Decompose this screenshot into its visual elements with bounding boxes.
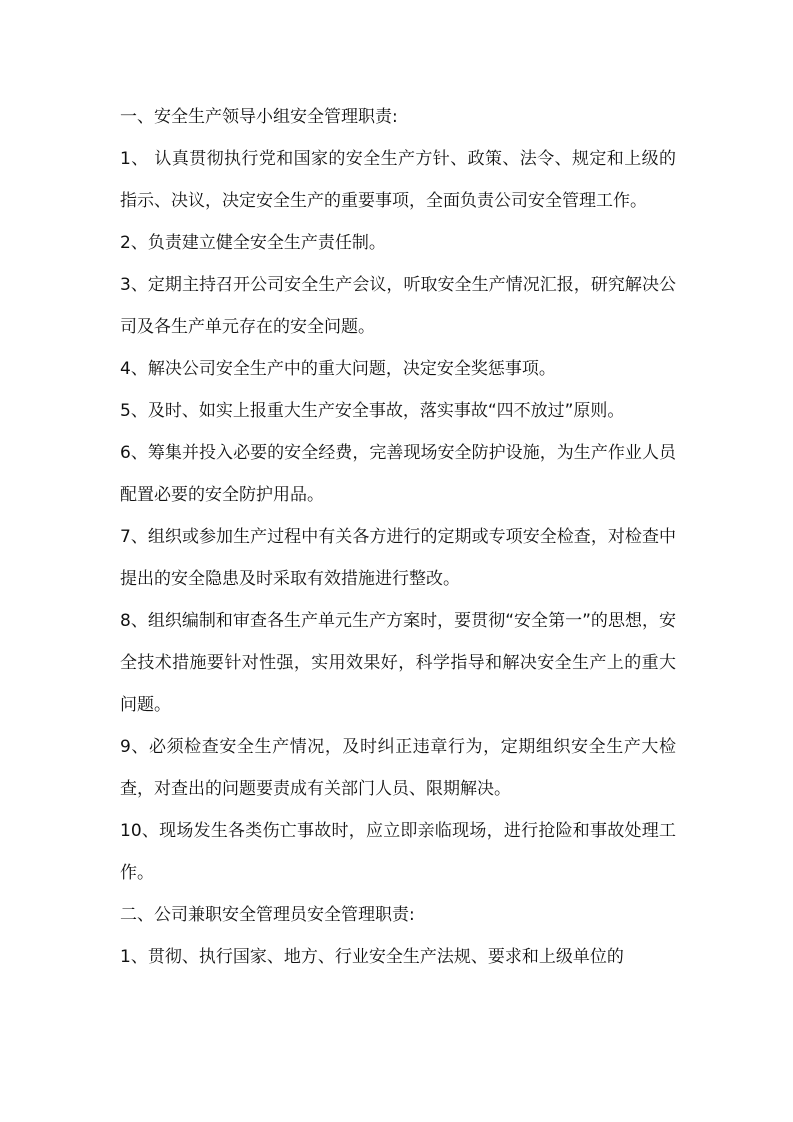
paragraph-item-8: 8、组织编制和审查各生产单元生产方案时，要贯彻“安全第一”的思想，安全技术措施要针对性强，实用效果好，科学指导和解决安全生产上的重大问题。	[120, 611, 676, 715]
paragraph-item-5: 5、及时、如实上报重大生产安全事故，落实事故“四不放过”原则。	[120, 401, 625, 421]
paragraph-item-3: 3、定期主持召开公司安全生产会议，听取安全生产情况汇报，研究解决公司及各生产单元存在的安全问题。	[120, 275, 676, 337]
paragraph-item-10: 10、现场发生各类伤亡事故时，应立即亲临现场，进行抢险和事故处理工作。	[120, 821, 676, 883]
paragraph-item-4: 4、解决公司安全生产中的重大问题，决定安全奖惩事项。	[120, 359, 556, 379]
paragraph-item-9: 9、必须检查安全生产情况，及时纠正违章行为，定期组织安全生产大检查，对查出的问题要责成有关部门人员、限期解决。	[120, 737, 676, 799]
section-heading-safety-officer: 二、公司兼职安全管理员安全管理职责:	[120, 905, 415, 925]
paragraph-item-6: 6、筹集并投入必要的安全经费，完善现场安全防护设施，为生产作业人员配置必要的安全防护用品。	[120, 443, 676, 505]
paragraph-item-officer-1: 1、贯彻、执行国家、地方、行业安全生产法规、要求和上级单位的	[120, 947, 624, 967]
paragraph-item-7: 7、组织或参加生产过程中有关各方进行的定期或专项安全检查，对检查中提出的安全隐患及时采取有效措施进行整改。	[120, 527, 676, 589]
section-heading-leadership-group: 一、安全生产领导小组安全管理职责:	[120, 107, 398, 127]
document-body	[120, 96, 676, 978]
paragraph-item-1: 1、 认真贯彻执行党和国家的安全生产方针、政策、法令、规定和上级的指示、决议，决定安全生产的重要事项，全面负责公司安全管理工作。	[120, 149, 676, 211]
paragraph-item-2: 2、负责建立健全安全生产责任制。	[120, 233, 386, 253]
